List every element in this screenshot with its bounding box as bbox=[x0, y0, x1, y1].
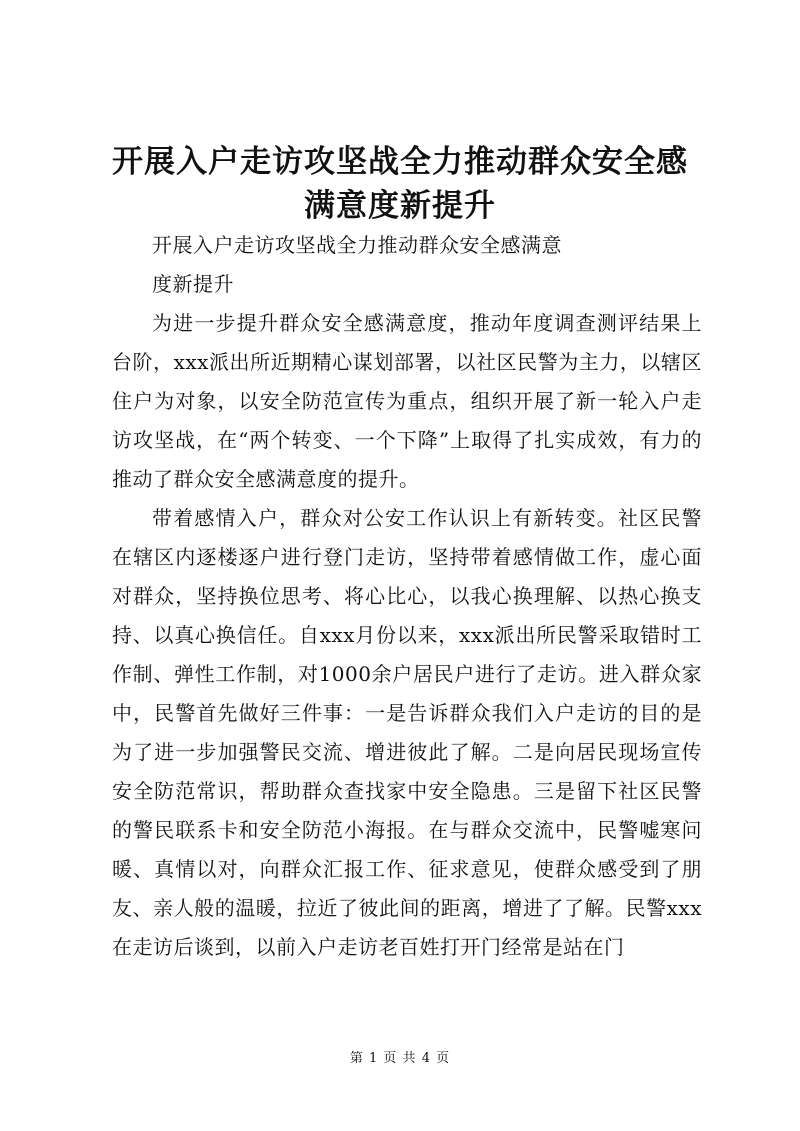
subtitle-line-1: 开展入户走访攻坚战全力推动群众安全感满意 bbox=[152, 233, 562, 257]
body-paragraph-1: 为进一步提升群众安全感满意度，推动年度调查测评结果上台阶，xxx派出所近期精心谋划部署，以社区民警为主力，以辖区住户为对象，以安全防范宣传为重点，组织开展了新一轮入户走访攻坚战，在“两个转变、一个下降”上取得了扎实成效，有力的推动了群众安全感满意度的提升。 bbox=[112, 311, 702, 491]
document-title: 开展入户走访攻坚战全力推动群众安全感满意度新提升 bbox=[112, 144, 688, 224]
page-footer: 第 1 页 共 4 页 bbox=[349, 1051, 451, 1066]
document-body bbox=[112, 226, 702, 967]
body-paragraph-2: 带着感情入户，群众对公安工作认识上有新转变。社区民警在辖区内逐楼逐户进行登门走访，坚持带着感情做工作，虚心面对群众，坚持换位思考、将心比心，以我心换理解、以热心换支持、以真心换信任。自xxx月份以来，xxx派出所民警采取错时工作制、弹性工作制，对1000余户居民户进行了走访。进入群众家中，民警首先做好三件事：一是告诉群众我们入户走访的目的是为了进一步加强警民交流、增进彼此了解。二是向居民现场宣传安全防范常识，帮助群众查找家中安全隐患。三是留下社区民警的警民联系卡和安全防范小海报。在与群众交流中，民警嘘寒问暖、真情以对，向群众汇报工作、征求意见，使群众感受到了朋友、亲人般的温暖，拉近了彼此间的距离，增进了了解。民警xxx在走访后谈到，以前入户走访老百姓打开门经常是站在门 bbox=[112, 506, 702, 959]
subtitle-line-2: 度新提升 bbox=[152, 272, 234, 296]
